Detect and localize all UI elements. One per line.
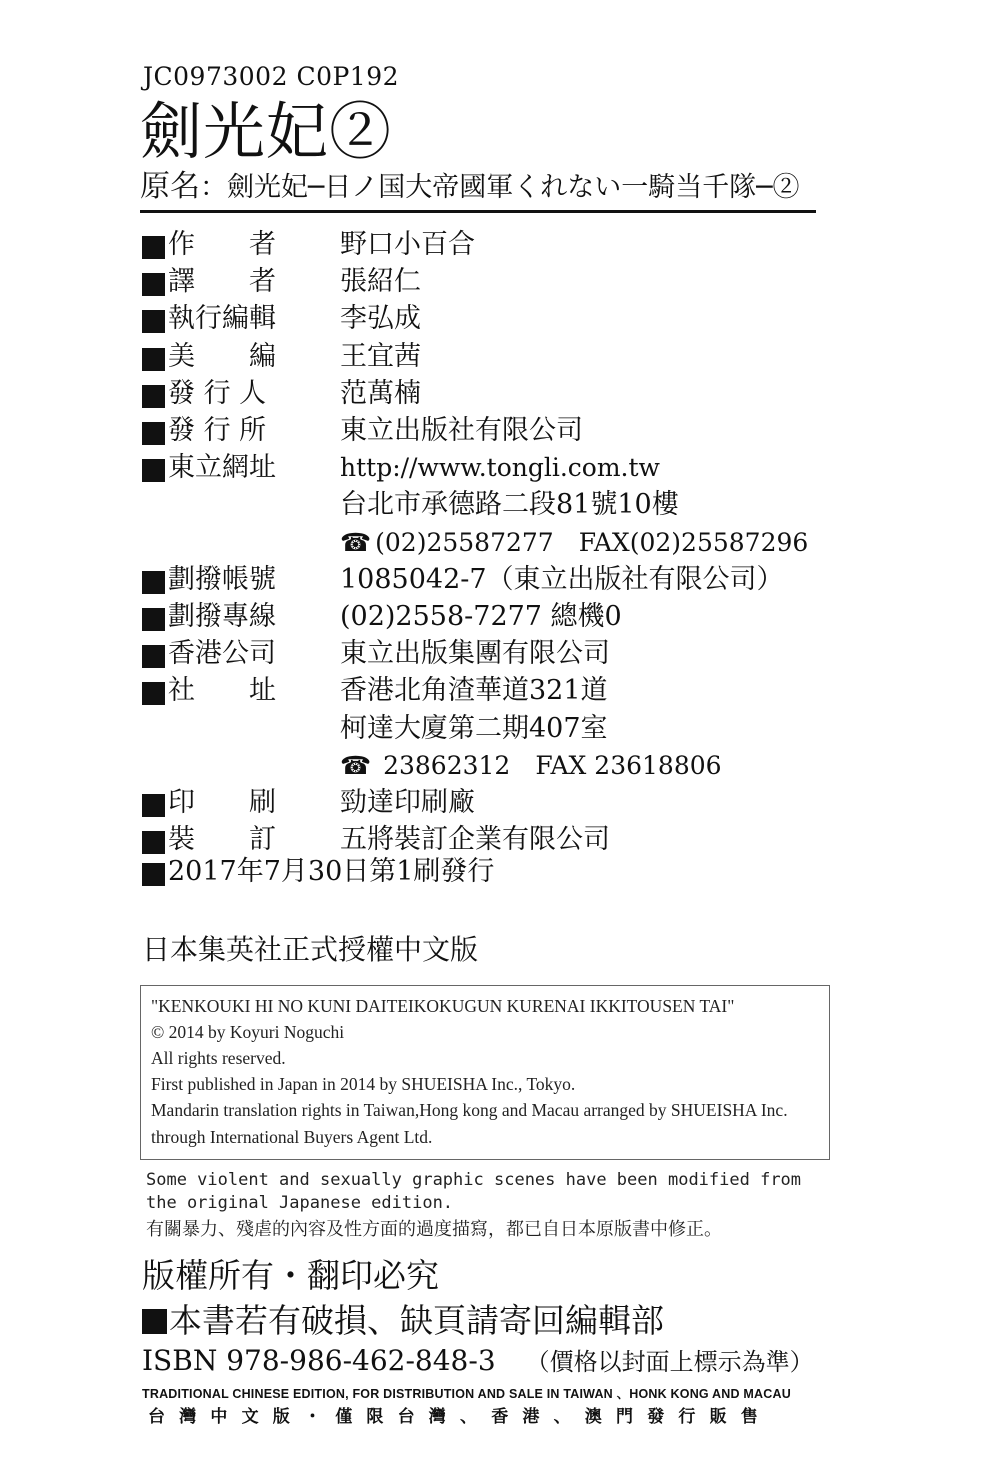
traditional-edition-note: TRADITIONAL CHINESE EDITION, FOR DISTRIBUTION AND SALE IN TAIWAN 、HONK KONG AND MACAU xyxy=(142,1387,791,1401)
isbn-number: ISBN 978-986-462-848-3 xyxy=(142,1344,496,1377)
credit-value-wrap xyxy=(340,747,722,784)
credit-row xyxy=(140,747,840,784)
damage-notice xyxy=(142,1295,664,1342)
rights-reserved: 版權所有・翻印必究 xyxy=(142,1256,439,1295)
credit-value: 五將裝訂企業有限公司 xyxy=(340,824,610,856)
credit-value: 東立出版社有限公司 xyxy=(340,415,583,446)
credit-value: 張紹仁 xyxy=(340,266,421,298)
authorization-line: 日本集英社正式授權中文版 xyxy=(142,933,479,966)
credit-value-wrap xyxy=(340,486,679,523)
black-square-bullet xyxy=(142,682,165,705)
credit-row xyxy=(140,486,840,523)
distribution-note: 台灣中文版・僅限台灣、香港、澳門發行販售 xyxy=(148,1407,772,1427)
credit-row xyxy=(140,412,840,449)
credit-row xyxy=(140,263,840,300)
credit-value: 1085042-7（東立出版社有限公司） xyxy=(340,563,784,595)
black-square-bullet xyxy=(142,645,165,668)
book-codes: JC0973002 C0P192 xyxy=(143,62,400,91)
black-square-bullet xyxy=(142,422,165,445)
credit-value: 柯達大廈第二期407室 xyxy=(340,712,608,744)
phone-icon: ☎ xyxy=(340,750,372,780)
credit-value-wrap xyxy=(340,338,421,375)
credit-value-wrap xyxy=(340,784,475,821)
original-title-value: ：劍光妃─日ノ国大帝國軍くれない一騎当千隊─② xyxy=(200,172,800,203)
phone-icon: ☎ xyxy=(340,527,372,557)
credit-label: 劃撥帳號 xyxy=(168,563,276,595)
credit-value-wrap xyxy=(340,449,660,486)
credit-row xyxy=(140,375,840,412)
credit-label: 劃撥專線 xyxy=(168,601,276,632)
black-square-bullet xyxy=(142,1309,167,1334)
credit-row xyxy=(140,561,840,598)
black-square-bullet xyxy=(142,236,165,259)
modification-note-en: Some violent and sexually graphic scenes have been modified from xyxy=(146,1170,802,1190)
credit-label: 社 址 xyxy=(168,675,276,707)
credit-value: http://www.tongli.com.tw xyxy=(340,453,660,483)
credit-value-wrap xyxy=(340,524,808,561)
black-square-bullet xyxy=(142,831,165,854)
modification-note-zh: 有關暴力、殘虐的內容及性方面的過度描寫，都已自日本原版書中修正。 xyxy=(146,1219,722,1240)
copyright-box xyxy=(140,985,830,1160)
copyright-line: Mandarin translation rights in Taiwan,Hong kong and Macau arranged by SHUEISHA Inc. xyxy=(151,1100,788,1120)
black-square-bullet xyxy=(142,385,165,408)
black-square-bullet xyxy=(142,348,165,371)
credit-value: 王宜茜 xyxy=(340,340,421,372)
credit-value: 勁達印刷廠 xyxy=(340,787,475,818)
credit-row xyxy=(140,524,840,561)
black-square-bullet xyxy=(142,571,165,594)
credit-label: 印 刷 xyxy=(168,787,276,818)
credit-label: 發 行 所 xyxy=(168,415,267,446)
credit-label: 執行編輯 xyxy=(168,303,276,335)
credit-value: 香港北角渣華道321道 xyxy=(340,675,608,707)
credit-value: 野口小百合 xyxy=(340,229,475,260)
credit-row xyxy=(140,300,840,337)
credit-value-wrap xyxy=(340,561,784,598)
credit-value: 東立出版集團有限公司 xyxy=(340,638,610,670)
credit-row xyxy=(140,598,840,635)
credit-value-wrap xyxy=(340,263,421,300)
credit-row xyxy=(140,710,840,747)
credit-row xyxy=(140,338,840,375)
credit-row xyxy=(140,784,840,821)
title-divider xyxy=(140,210,816,213)
black-square-bullet xyxy=(142,794,165,817)
credit-label: 東立網址 xyxy=(168,452,276,484)
damage-notice-text: 本書若有破損、缺頁請寄回編輯部 xyxy=(169,1301,664,1340)
credit-value: 李弘成 xyxy=(340,303,421,335)
credit-label: 譯 者 xyxy=(168,266,276,298)
credit-value-wrap xyxy=(340,635,610,672)
credit-value: (02)2558-7277 總機0 xyxy=(340,601,622,632)
credit-value: 台北市承德路二段81號10樓 xyxy=(340,489,679,521)
black-square-bullet xyxy=(142,273,165,296)
credit-value: (02)25587277 FAX(02)25587296 xyxy=(375,527,809,557)
black-square-bullet xyxy=(142,863,165,886)
credit-row xyxy=(140,226,840,263)
credit-value: 23862312 FAX 23618806 xyxy=(375,750,722,780)
credit-value-wrap xyxy=(340,598,622,635)
release-date: 2017年7月30日第1刷發行 xyxy=(168,856,495,887)
original-title xyxy=(140,170,800,205)
release-row xyxy=(140,853,840,890)
credit-value-wrap xyxy=(340,375,421,412)
black-square-bullet xyxy=(142,310,165,333)
credit-value: 范萬楠 xyxy=(340,377,421,409)
isbn-line xyxy=(142,1342,814,1377)
credit-value-wrap xyxy=(340,412,583,449)
copyright-line: © 2014 by Koyuri Noguchi xyxy=(151,1022,345,1042)
black-square-bullet xyxy=(142,608,165,631)
copyright-line: First published in Japan in 2014 by SHUEISHA Inc., Tokyo. xyxy=(151,1074,576,1094)
credit-label: 香港公司 xyxy=(168,638,276,670)
credit-label: 作 者 xyxy=(168,229,276,260)
credit-row xyxy=(140,635,840,672)
copyright-line: through International Buyers Agent Ltd. xyxy=(151,1127,433,1147)
credit-label: 美 編 xyxy=(168,340,276,372)
copyright-line: All rights reserved. xyxy=(151,1048,286,1068)
credit-label: 發 行 人 xyxy=(168,377,267,409)
book-title: 劍光妃② xyxy=(140,95,393,168)
black-square-bullet xyxy=(142,459,165,482)
credit-value-wrap xyxy=(340,672,608,709)
price-note: （價格以封面上標示為準） xyxy=(525,1348,814,1376)
credit-label: 裝 訂 xyxy=(168,824,276,856)
original-title-label: 原名 xyxy=(140,169,200,204)
credit-value-wrap xyxy=(340,710,608,747)
credit-value-wrap xyxy=(340,226,475,263)
modification-note-en: the original Japanese edition. xyxy=(146,1193,454,1213)
credit-row xyxy=(140,449,840,486)
credit-value-wrap xyxy=(340,300,421,337)
copyright-line: "KENKOUKI HI NO KUNI DAITEIKOKUGUN KURENAI IKKITOUSEN TAI" xyxy=(151,996,735,1016)
credit-row xyxy=(140,672,840,709)
